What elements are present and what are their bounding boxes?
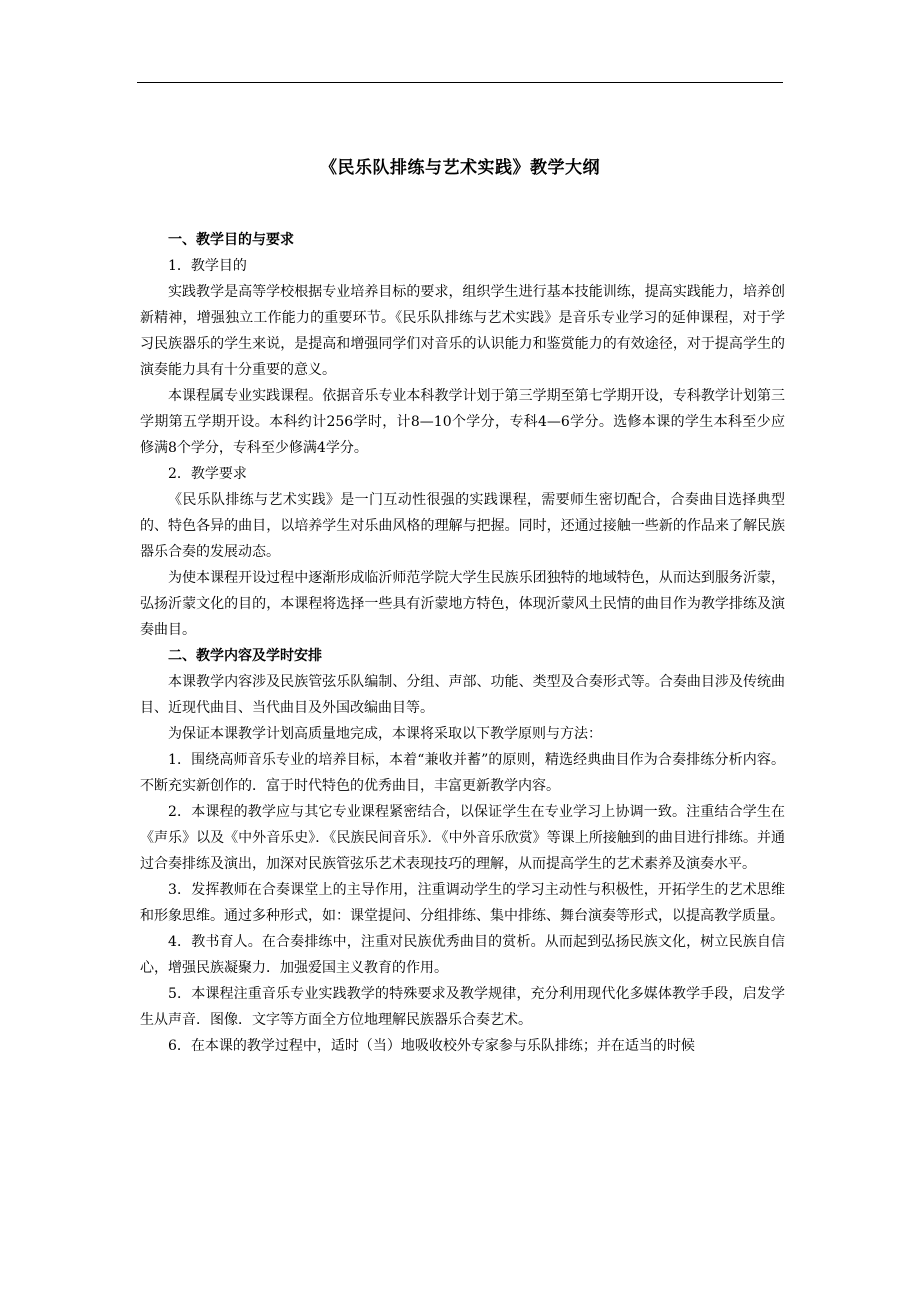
list-item: 1．围绕高师音乐专业的培养目标，本着“兼收并蓄”的原则，精选经典曲目作为合奏排练分析内容。不断充实新创作的．富于时代特色的优秀曲目，丰富更新教学内容。 — [140, 752, 785, 794]
section-heading-2: 二、教学内容及学时安排 — [168, 648, 322, 664]
paragraph: 为保证本课教学计划高质量地完成，本课将采取以下教学原则与方法： — [168, 726, 602, 742]
list-item: 2．本课程的教学应与其它专业课程紧密结合，以保证学生在专业学习上协调一致。注重结合学生在《声乐》以及《中外音乐史》．《民族民间音乐》．《中外音乐欣赏》等课上所接触到的曲目进行排练。并通过合奏排练及演出，加深对民族管弦乐艺术表现技巧的理解，从而提高学生的艺术素养及演奏水平。 — [140, 804, 785, 872]
paragraph: 本课程属专业实践课程。依据音乐专业本科教学计划于第三学期至第七学期开设，专科教学计划第三学期第五学期开设。本科约计256学时，计8—10个学分，专科4—6学分。选修本课的学生本科至少应修满8个学分，专科至少修满4学分。 — [140, 388, 785, 456]
paragraph: 《民乐队排练与艺术实践》是一门互动性很强的实践课程，需要师生密切配合，合奏曲目选择典型的、特色各异的曲目，以培养学生对乐曲风格的理解与把握。同时，还通过接触一些新的作品来了解民族器乐合奏的发展动态。 — [140, 492, 785, 560]
page-title: 《民乐队排练与艺术实践》教学大纲 — [320, 158, 600, 178]
paragraph: 为使本课程开设过程中逐渐形成临沂师范学院大学生民族乐团独特的地域特色，从而达到服务沂蒙，弘扬沂蒙文化的目的，本课程将选择一些具有沂蒙地方特色，体现沂蒙风土民情的曲目作为教学排练及演奏曲目。 — [140, 570, 785, 638]
section-heading-1: 一、教学目的与要求 — [168, 232, 294, 248]
paragraph: 实践教学是高等学校根据专业培养目标的要求，组织学生进行基本技能训练，提高实践能力，培养创新精神，增强独立工作能力的重要环节。《民乐队排练与艺术实践》是音乐专业学习的延伸课程，对于学习民族器乐的学生来说，是提高和增强同学们对音乐的认识能力和鉴赏能力的有效途径，对于提高学生的演奏能力具有十分重要的意义。 — [140, 284, 785, 378]
list-item: 3．发挥教师在合奏课堂上的主导作用，注重调动学生的学习主动性与积极性，开拓学生的艺术思维和形象思维。通过多种形式，如：课堂提问、分组排练、集中排练、舞台演奏等形式，以提高教学质量。 — [140, 882, 785, 924]
subheading-1-1: 1．教学目的 — [168, 258, 247, 274]
header-rule — [137, 82, 783, 83]
list-item: 4．教书育人。在合奏排练中，注重对民族优秀曲目的赏析。从而起到弘扬民族文化，树立民族自信心，增强民族凝聚力．加强爱国主义教育的作用。 — [140, 934, 785, 976]
paragraph: 本课教学内容涉及民族管弦乐队编制、分组、声部、功能、类型及合奏形式等。合奏曲目涉及传统曲目、近现代曲目、当代曲目及外国改编曲目等。 — [140, 674, 785, 716]
document-body — [140, 227, 785, 1059]
list-item: 6．在本课的教学过程中，适时（当）地吸收校外专家参与乐队排练；并在适当的时候 — [168, 1038, 695, 1054]
list-item: 5．本课程注重音乐专业实践教学的特殊要求及教学规律，充分利用现代化多媒体教学手段，启发学生从声音．图像．文字等方面全方位地理解民族器乐合奏艺术。 — [140, 986, 785, 1028]
subheading-1-2: 2．教学要求 — [168, 466, 247, 482]
